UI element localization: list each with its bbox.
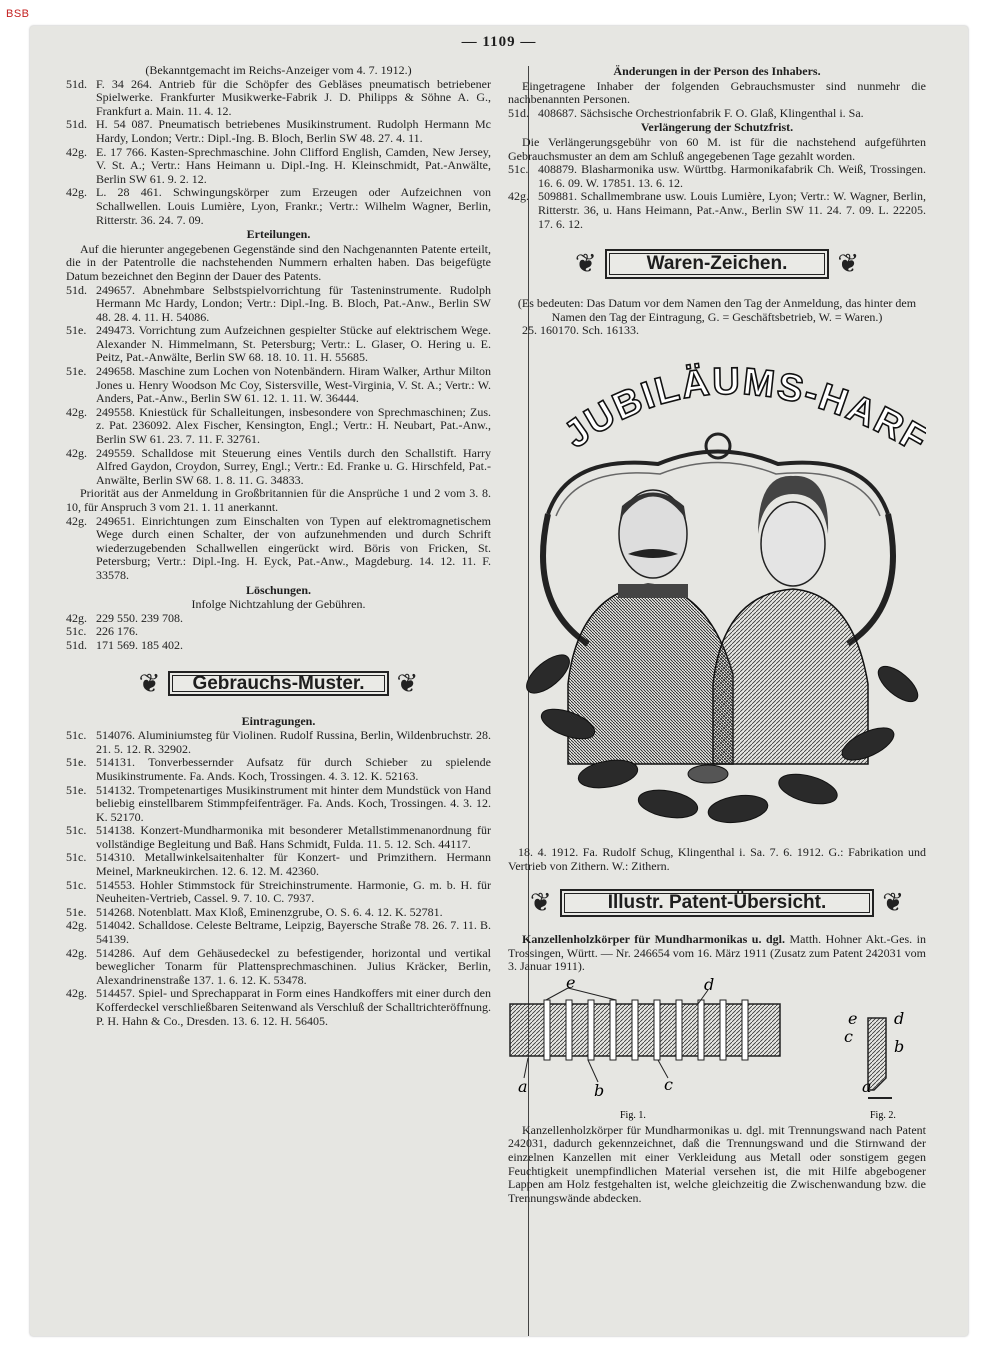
class-code: 42g. [66, 513, 87, 528]
list-item [508, 107, 926, 121]
list-item [66, 612, 491, 626]
class-code: 51c. [66, 850, 87, 865]
class-code: 42g. [66, 610, 87, 625]
warenzeichen-banner [508, 239, 926, 289]
fleuron-right-icon: ❦ [396, 668, 419, 698]
fleuron-right-icon: ❦ [837, 249, 860, 279]
list-item [66, 729, 491, 756]
class-code: 51c. [66, 624, 87, 639]
class-code: 51c. [66, 728, 87, 743]
label-a-fig1: a [518, 1076, 528, 1096]
entry-text: 249473. Vorrichtung zum Aufzeichnen gespielter Stücke auf elektrischem Wege. Alexander N. Himmelmann, St. Petersburg; Vertr.: L. Glaser, O. Hering u. E. Peitz, Pat.-Anwälte, Berlin SW 68. 18. 10. 11. H. 55685. [96, 323, 491, 365]
entry-text: 514131. Tonverbessernder Aufsatz für durch Schieber zu spielende Musikinstrumente. Fa. Ands. Koch, Trossingen. 4. 3. 12. K. 52163. [96, 755, 491, 783]
class-code: 51e. [66, 904, 87, 919]
fleuron-left-icon: ❦ [138, 668, 161, 698]
patent-figures [508, 978, 926, 1124]
list-item [66, 879, 491, 906]
fig1-caption: Fig. 1. [620, 1109, 646, 1121]
banner-title: Illustr. Patent-Übersicht. [560, 889, 875, 917]
list-item [66, 919, 491, 946]
verlaengerung-heading: Verlängerung der Schutzfrist. [640, 120, 794, 135]
gebrauchsmuster-banner [66, 661, 491, 707]
class-code: 51c. [508, 162, 529, 177]
ps-text: Kanzellenholzkörper für Mundharmonikas u. dgl. mit Trennungswand nach Patent 242031, dadurch gekennzeichnet, daß die Trennungswand und die Stirnwand der einzelnen Kanzellen mit einer Verkleidung aus Metall oder sonstigem gegen Feuchtigkeit unempfindlichen Material versehen ist, die mit Hilfe abgebogener Lappen am Holz festgehalten ist, welche gleichzeitig die Zwischenwandung bzw. die Trennungswände abdecken. [508, 1122, 926, 1205]
list-item [66, 447, 491, 488]
class-code: 42g. [66, 986, 87, 1001]
list-item [66, 515, 491, 583]
label-b-fig2: b [894, 1036, 905, 1056]
class-code: 51d. [66, 637, 87, 652]
class-code: 42g. [66, 445, 87, 460]
entry-text: 408879. Blasharmonika usw. Württbg. Harmonikafabrik Ch. Weiß, Trossingen. 16. 6. 09. W. 17851. 13. 6. 12. [538, 162, 926, 190]
prioritaet-note: Priorität aus der Anmeldung in Großbritannien für die Ansprüche 1 und 2 vom 3. 8. 10, für Anspruch 3 vom 21. 1. 11 anerkannt. [66, 486, 491, 514]
list-item [66, 851, 491, 878]
entry-text: 514553. Hohler Stimmstock für Streichinstrumente. Harmonie, G. m. b. H. für Neuheiten-Vertrieb, Cassel. 9. 7. 10. C. 7937. [96, 877, 491, 906]
list-item [66, 186, 491, 227]
entry-text: 514457. Spiel- und Sprechapparat in Form eines Handkoffers mit einer durch den Kofferdeckel verschließbaren Seitenwand als Verschluß der Schalltrichteröffnung. P. H. Hahn & Co., Dresden. 13. 6. 12. H. 56405. [96, 986, 491, 1028]
page-number: — 1109 — [461, 34, 537, 50]
class-code: 42g. [66, 185, 87, 200]
label-a-fig2: a [862, 1076, 872, 1096]
list-item [66, 625, 491, 639]
entries3 [66, 515, 491, 583]
erteilungen-intro: Auf die hierunter angegebenen Gegenstände sind den Nachgenannten Patente erteilt, die in der Patentrolle die nachstehenden Nummern erhalten haben. Das beigefügte Datum bezeichnet den Beginn der Dauer des Patents. [66, 241, 491, 283]
entry-text: 249651. Einrichtungen zum Einschalten von Typen auf elektromagnetischem Wege durch einen Schalter, der von aufzunehmenden und durch Schrift wiederzugebenden Schallwellen eingerückt wird. Böris von Fricken, St. Petersburg; Vertr.: Dipl.-Ing. H. Eyck, Pat.-Anw., Magdeburg. 14. 12. 11. F. 33578. [96, 513, 491, 582]
entries2 [66, 284, 491, 488]
class-code: 51e. [66, 323, 87, 338]
list-item [66, 78, 491, 119]
banner-title: Gebrauchs-Muster. [168, 671, 388, 697]
entry-text: 514076. Aluminiumsteg für Violinen. Rudolf Russina, Berlin, Wildenbruchstr. 28. 21. 5. 12. R. 32902. [96, 728, 491, 756]
class-code: 42g. [66, 144, 87, 159]
ps-heading: Kanzellenholzkörper für Mundharmonikas u. dgl. [522, 932, 785, 947]
fleuron-left-icon: ❦ [529, 888, 552, 918]
eintragungen-heading: Eintragungen. [241, 713, 316, 728]
aenderungen-heading: Änderungen in der Person des Inhabers. [613, 64, 821, 78]
class-code: 42g. [66, 918, 87, 933]
entry-text: 514042. Schalldose. Celeste Beltrame, Leipzig, Bayersche Straße 78. 26. 7. 11. B. 54139. [96, 918, 491, 947]
wz-entry: 25. 160170. Sch. 16133. [522, 323, 639, 338]
harmonica-diagram [508, 978, 926, 1124]
entries6 [508, 163, 926, 231]
entry-text: 514286. Auf dem Gehäusedeckel zu befestigender, horizontal und vertikal beweglicher Tonarm für Plattensprechmaschinen. Julius Kräcker, Berlin, Alexandrinenstraße 137. 1. 6. 12. K. 53478. [96, 945, 491, 987]
class-code: 42g. [66, 945, 87, 960]
label-b-fig1: b [594, 1080, 605, 1100]
entry-text: 249558. Kniestück für Schalleitungen, insbesondere von Sprechmaschinen; Zus. z. Pat. 236092. Alex Fischer, Kensington, Engl.; Vertr.: H. Neubart, Pat.-Anw., Berlin SW 61. 23. 7. 11. F. 32761. [96, 404, 491, 447]
class-code: 51e. [66, 755, 87, 770]
entry-text: 226 176. [96, 624, 138, 639]
entry-text: 408687. Sächsische Orchestrionfabrik F. O. Glaß, Klingenthal i. Sa. [538, 105, 864, 120]
loeschungen-list [66, 612, 491, 653]
entry-text: 171 569. 185 402. [96, 637, 183, 652]
class-code: 51d. [66, 117, 87, 132]
entry-text: 249657. Abnehmbare Selbstspielvorrichtung für Tasteninstrumente. Rudolph Hermann Mc Hardy, London; Vertr.: Dipl.-Ing. B. Bloch, Pat.-Anw., Berlin SW 48. 28. 4. 11. H. 54086. [96, 282, 491, 324]
list-item [66, 118, 491, 145]
wz-intro: (Es bedeuten: Das Datum vor dem Namen den Tag der Anmeldung, das hinter dem Namen den Tag der Eintragung, G. = Geschäftsbetrieb, W. = Waren.) [517, 296, 917, 324]
label-e-fig1: e [566, 977, 576, 992]
fleuron-left-icon: ❦ [574, 249, 597, 279]
newspaper-page [30, 26, 968, 1336]
class-code: 42g. [66, 404, 87, 419]
class-code: 51d. [508, 105, 529, 120]
ps-heading-rest: Matth. Hohner Akt.-Ges. in Trossingen, Württ. — Nr. 246654 vom 16. März 1911 (Zusatz zum Patent 242031 vom 3. Januar 1911). [508, 932, 926, 974]
portrait-man [568, 490, 733, 764]
right-column [508, 64, 926, 1205]
entries5 [508, 107, 926, 121]
entry-text: 249658. Maschine zum Lochen von Notenbändern. Hiram Walker, Arthur Milton Jones u. Henry Woodson Mc Coy, Sistersville, West-Virginia, V. St. A.; Vertr.: W. Anders, Pat.-Anw., Berlin SW 61. 12. 1. 11. W. 36444. [96, 364, 491, 406]
list-item [508, 190, 926, 231]
list-item [66, 639, 491, 653]
list-item [66, 906, 491, 920]
jubilaeums-harfe-emblem [508, 344, 926, 844]
class-code: 51c. [66, 877, 87, 892]
label-e-fig2: e [848, 1008, 858, 1028]
list-item [66, 784, 491, 825]
erteilungen-heading: Erteilungen. [246, 227, 311, 242]
list-item [66, 824, 491, 851]
entry-text: E. 17 766. Kasten-Sprechmaschine. John Clifford English, Camden, New Jersey, V. St. A.; Vertr.: Hans Heimann u. Dipl.-Ing. H. Kleinschmidt, Pat.-Anwälte, Berlin SW 61. 9. 2. 12. [96, 144, 491, 186]
aenderungen-intro: Eingetragene Inhaber der folgenden Gebrauchsmuster sind nunmehr die nachbenannten Personen. [508, 78, 926, 107]
entry-text: L. 28 461. Schwingungskörper zum Erzeugen oder Aufzeichnen von Schallwellen. Louis Lumière, Lyon, Frankr.; Vertr.: Wilhelm Wagner, Berlin, Ritterstr. 36. 24. 7. 09. [96, 185, 491, 227]
entry-text: 514310. Metallwinkelsaitenhalter für Konzert- und Primzithern. Hermann Meinel, Markneukirchen. 12. 6. 12. M. 42360. [96, 850, 491, 879]
list-item [66, 406, 491, 447]
svg-text:JUBILÄUMS-HARFE. [508, 344, 926, 462]
list-item [66, 756, 491, 783]
list-item [66, 365, 491, 406]
class-code: 51c. [66, 823, 87, 838]
announce-line: (Bekanntgemacht im Reichs-Anzeiger vom 4. 7. 1912.) [145, 63, 412, 77]
entry-text: 514132. Trompetenartiges Musikinstrument mit hinter dem Mundstück von Hand beliebig einstellbarem Stimmpfeifenträger. Fa. Ands. Koch, Trossingen. 4. 3. 12. K. 52170. [96, 782, 491, 824]
label-d-fig2: d [894, 1008, 905, 1028]
patentuebersicht-banner [508, 881, 926, 925]
verlaengerung-intro: Die Verlängerungsgebühr von 60 M. ist für die nachstehend aufgeführten Gebrauchsmuster an dem am Schluß angegebenen Tage gezahlt worden. [508, 134, 926, 163]
entry-text: 514268. Notenblatt. Max Kloß, Eminenzgrube, O. S. 6. 4. 12. K. 52781. [96, 904, 443, 919]
list-item [508, 163, 926, 190]
fig2-caption: Fig. 2. [870, 1109, 896, 1121]
banner-title: Waren-Zeichen. [605, 249, 830, 279]
list-item [66, 987, 491, 1028]
entry-text: H. 54 087. Pneumatisch betriebenes Musikinstrument. Rudolph Hermann Mc Hardy, London; Vertr.: Dipl.-Ing. B. Bloch, Berlin SW 48. 27. 4. 11. [96, 117, 491, 145]
class-code: 51d. [66, 76, 87, 91]
list-item [66, 146, 491, 187]
loeschungen-heading: Löschungen. [245, 582, 312, 597]
ad-title: JUBILÄUMS-HAR [556, 360, 913, 457]
fleuron-right-icon: ❦ [882, 888, 905, 918]
trademark-illustration [508, 344, 926, 844]
class-code: 51e. [66, 782, 87, 797]
class-code: 42g. [508, 189, 529, 204]
ps-title [508, 933, 926, 974]
left-column [66, 64, 491, 1028]
entries4 [66, 729, 491, 1028]
entry-text: 229 550. 239 708. [96, 610, 183, 625]
library-watermark: BSB [6, 8, 30, 20]
wz-caption: 18. 4. 1912. Fa. Rudolf Schug, Klingenthal i. Sa. 7. 6. 1912. G.: Fabrikation und Vertrieb von Zithern. W.: Zithern. [508, 844, 926, 873]
class-code: 51d. [66, 282, 87, 297]
label-c-fig1: c [664, 1074, 673, 1094]
list-item [66, 284, 491, 325]
label-c-fig2: c [844, 1026, 853, 1046]
entries1 [66, 78, 491, 228]
loeschungen-sub: Infolge Nichtzahlung der Gebühren. [191, 597, 366, 612]
list-item [66, 947, 491, 988]
label-d-fig1: d [704, 977, 715, 994]
entry-text: F. 34 264. Antrieb für die Schöpfer des Gebläses pneumatisch betriebener Spielwerke. Frankfurter Musikwerke-Fabrik J. D. Philipps & Söhne A. G., Frankfurt a. Main. 11. 4. 12. [96, 76, 491, 118]
portrait-woman [713, 476, 868, 764]
entry-text: 514138. Konzert-Mundharmonika mit besonderer Metallstimmenanordnung für vollständige Begleitung und Baß. Hans Schmidt, Fulda. 11. 5. 12. Sch. 44117. [96, 823, 491, 851]
entry-text: 249559. Schalldose mit Steuerung eines Ventils durch den Schallstift. Harry Alfred Gaydon, Croydon, Surrey, Engl.; Vertr.: Ed. Franke u. G. Hirschfeld, Pat.-Anwälte, Berlin SW 68. 1. 8. 11. G. 34833. [96, 445, 491, 487]
entry-text: 509881. Schallmembrane usw. Louis Lumière, Lyon; Vertr.: W. Wagner, Berlin, Ritterstr. 36, u. Hans Heimann, Pat.-Anw., Berlin SW 11. 24. 7. 09. L. 22205. 17. 6. 12. [538, 189, 926, 231]
class-code: 51e. [66, 364, 87, 379]
list-item [66, 324, 491, 365]
